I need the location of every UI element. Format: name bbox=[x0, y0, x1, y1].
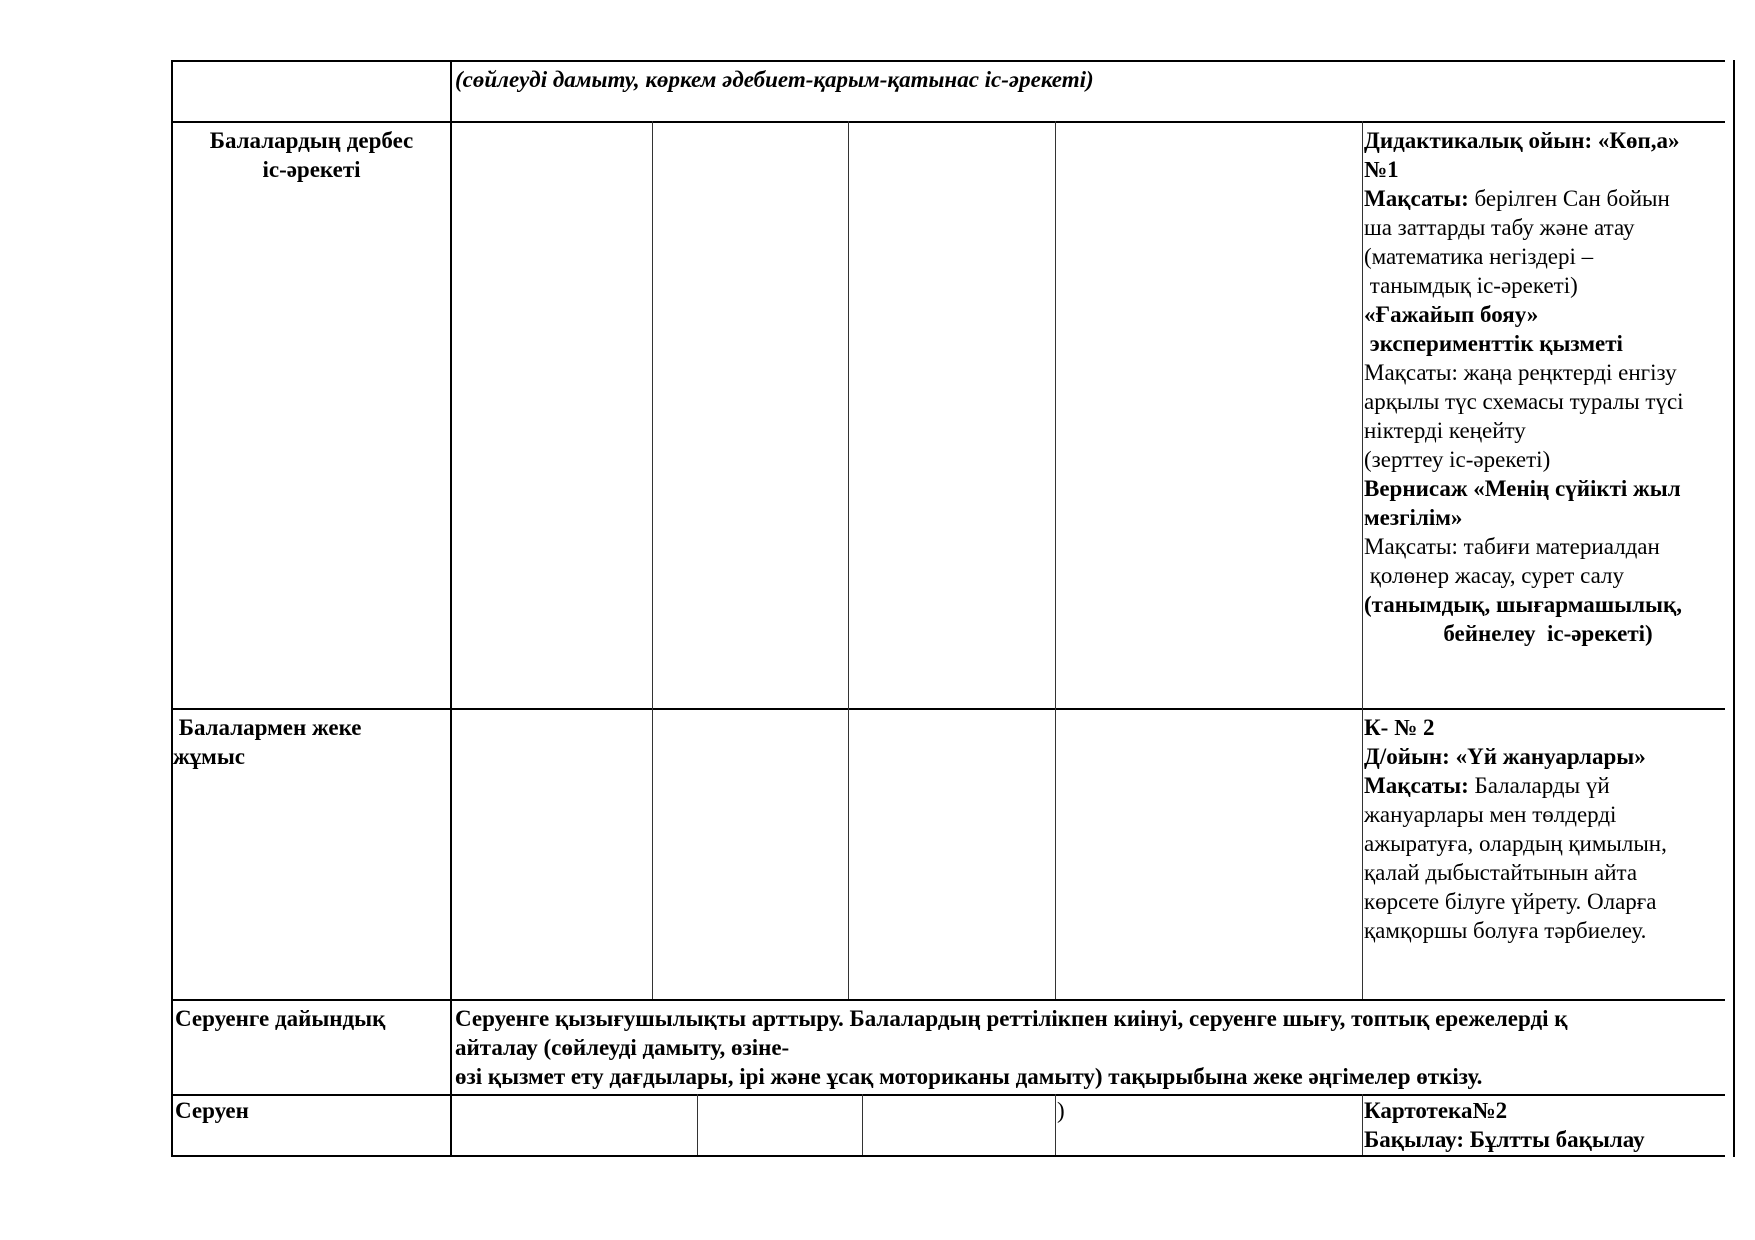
row2-line: қамқоршы болуға тәрбиелеу. bbox=[1364, 918, 1647, 943]
row1-line: бейнелеу іс-әрекеті) bbox=[1443, 621, 1653, 646]
column-divider-4 bbox=[1055, 121, 1056, 999]
table-border-right bbox=[1733, 60, 1735, 1157]
row4-column-divider-4 bbox=[1055, 1094, 1056, 1155]
row3-label: Серуенге дайындық bbox=[175, 1006, 386, 1031]
row4-column-divider-5 bbox=[1362, 1094, 1363, 1155]
row1-line-text: берілген Сан бойын bbox=[1468, 186, 1670, 211]
row3-walk-prep-text bbox=[455, 1004, 1730, 1091]
row2-line: көрсете білуге үйрету. Оларға bbox=[1364, 889, 1657, 914]
row3-line1: Серуенге қызығушылықты арттыру. Балалардың реттілікпен киінуі, серуенге шығу, топтық ережелерді қ bbox=[455, 1006, 1568, 1031]
row2-line: К- № 2 bbox=[1364, 715, 1435, 740]
row1-line: арқылы түс схемасы туралы түсі bbox=[1364, 389, 1684, 414]
row1-line: Вернисаж «Менің сүйікті жыл bbox=[1364, 476, 1681, 501]
row1-line: Мақсаты: табиғи материалдан bbox=[1364, 534, 1660, 559]
row1-line: (математика негіздері – bbox=[1364, 244, 1594, 269]
row1-line: №1 bbox=[1364, 157, 1399, 182]
row1-line: мезгілім» bbox=[1364, 505, 1463, 530]
row1-line: танымдық іс-әрекеті) bbox=[1364, 273, 1578, 298]
row-divider-1 bbox=[171, 121, 1725, 123]
table-border-bottom bbox=[171, 1155, 1725, 1157]
row1-line: (танымдық, шығармашылық, bbox=[1364, 592, 1682, 617]
row1-activities-cell bbox=[1364, 126, 1732, 648]
column-divider-5 bbox=[1362, 121, 1363, 999]
row1-line: (зерттеу іс-әрекеті) bbox=[1364, 447, 1551, 472]
row1-line bbox=[1364, 184, 1732, 213]
row4-observation: Бақылау: Бұлтты бақылау bbox=[1364, 1127, 1645, 1152]
row3-line2: айталау (сөйлеуді дамыту, өзіне- bbox=[455, 1035, 790, 1060]
row2-line-text: Балаларды үй bbox=[1468, 773, 1610, 798]
row-divider-2 bbox=[171, 708, 1725, 710]
row1-line: «Ғажайып бояу» bbox=[1364, 302, 1539, 327]
row2-line bbox=[1364, 771, 1732, 800]
table-border-top bbox=[171, 60, 1725, 62]
row1-line: қолөнер жасау, сурет салу bbox=[1364, 563, 1624, 588]
row4-card-index: Картотека№2 bbox=[1364, 1098, 1508, 1123]
row-divider-3 bbox=[171, 999, 1725, 1001]
row4-label: Серуен bbox=[175, 1098, 249, 1123]
row2-line: ажыратуға, олардың қимылын, bbox=[1364, 831, 1667, 856]
row3-line3: өзі қызмет ету дағдылары, ірі және ұсақ моториканы дамыту) тақырыбына жеке әңгімелер өткізу. bbox=[455, 1064, 1483, 1089]
row4-col5-text: ) bbox=[1057, 1098, 1065, 1123]
table-border-left bbox=[171, 60, 173, 1157]
row1-label-line2: іс-әрекеті bbox=[262, 157, 361, 182]
row1-line: Мақсаты: жаңа реңктерді енгізу bbox=[1364, 360, 1677, 385]
row1-line: эксперименттік қызметі bbox=[1364, 331, 1623, 356]
row2-line: Д/ойын: «Үй жануарлары» bbox=[1364, 744, 1646, 769]
row2-line: жануарлары мен төлдерді bbox=[1364, 802, 1617, 827]
row2-label-line2: жұмыс bbox=[173, 744, 246, 769]
column-divider-2 bbox=[652, 121, 653, 999]
label-column-divider bbox=[450, 60, 452, 1157]
row1-line: ніктерді кеңейту bbox=[1364, 418, 1526, 443]
row2-individual-work-cell bbox=[1364, 713, 1732, 945]
row0-note: (сөйлеуді дамыту, көркем әдебиет-қарым-қатынас іс-әрекеті) bbox=[455, 67, 1094, 92]
row1-line: ша заттарды табу және атау bbox=[1364, 215, 1635, 240]
row1-label bbox=[173, 126, 450, 184]
row2-label bbox=[173, 713, 450, 771]
row4-column-divider-3 bbox=[862, 1094, 863, 1155]
row4-col6 bbox=[1364, 1096, 1732, 1154]
row2-bold-prefix: Мақсаты: bbox=[1364, 773, 1469, 798]
row2-label-line1: Балалармен жеке bbox=[173, 715, 362, 740]
row4-column-divider-2 bbox=[697, 1094, 698, 1155]
row1-label-line1: Балалардың дербес bbox=[209, 128, 414, 153]
row2-line: қалай дыбыстайтынын айта bbox=[1364, 860, 1638, 885]
row1-bold-prefix: Мақсаты: bbox=[1364, 186, 1469, 211]
row1-line: Дидактикалық ойын: «Көп,а» bbox=[1364, 128, 1680, 153]
column-divider-3 bbox=[848, 121, 849, 999]
